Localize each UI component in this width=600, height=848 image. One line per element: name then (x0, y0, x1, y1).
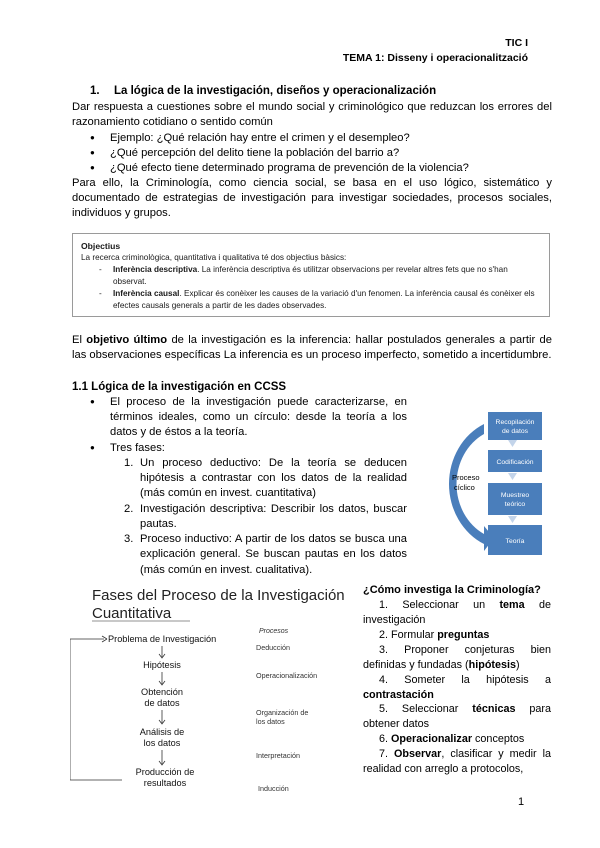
cyclic-process-diagram (440, 410, 560, 560)
fases-title-line2: Cuantitativa (92, 605, 172, 622)
objective-pre: El (72, 334, 87, 346)
section-1-title: La lógica de la investigación, diseños y operacionalización (114, 85, 437, 97)
cycle-label-line2: cíclico (454, 483, 475, 492)
section-1-number: 1. (90, 85, 100, 97)
step-pre: 2. Formular (379, 628, 438, 641)
fases-title-line1: Fases del Proceso de la Investigación (92, 587, 345, 604)
process-item: Operacionalización (256, 671, 318, 680)
process-item: los datos (256, 717, 285, 726)
step-post: conceptos (472, 733, 525, 746)
header-subject: TIC I (505, 37, 528, 49)
cycle-box-recopilacion (488, 412, 542, 440)
list-item (363, 747, 551, 777)
intro-paragraph: Dar respuesta a cuestiones sobre el mundo social y criminológico que reduzcan los errores del razonamiento cotidiano o sentido común (72, 101, 552, 129)
fases-step: Obtención (141, 687, 183, 697)
step-bold: hipótesis (468, 658, 517, 671)
step-bold: preguntas (437, 628, 490, 641)
cycle-down-arrow (508, 440, 517, 447)
phase-number: 3. (124, 533, 134, 546)
fases-step: resultados (143, 778, 187, 788)
fases-step: Problema de Investigación (108, 634, 217, 644)
cycle-box-text: Codificación (496, 459, 534, 466)
step-bold: tema (499, 599, 525, 612)
step-post: ) (516, 658, 520, 671)
objectius-term: Inferència causal (113, 289, 180, 299)
objectius-term: Inferència descriptiva (113, 265, 198, 275)
step-pre: 5. Seleccionar (379, 703, 473, 716)
bracket-arrow (102, 636, 107, 639)
step-pre: 1. Seleccionar un (379, 599, 500, 612)
phase-number: 2. (124, 502, 134, 515)
process-item: Interpretación (256, 751, 300, 760)
cycle-box-muestreo (488, 483, 542, 515)
cycle-box-text: teórico (504, 501, 526, 508)
quantitative-phases-figure (70, 585, 350, 800)
cycle-box-text: Recopilación (495, 419, 535, 426)
objectius-text: . Explicar és conèixer les causes de la variació d'un fenomen. La inferència causal és conèixer els efectes causals generals a partir de les dades observades. (113, 289, 535, 311)
step-bold: contrastación (363, 688, 434, 701)
criminology-paragraph: Para ello, la Criminología, como ciencia social, se basa en el uso lógico, sistemático y documentado de estrategias de investigación para investigar sociedades, procesos sociales, individuos y grupos. (72, 177, 552, 220)
list-item (363, 732, 551, 747)
list-item (363, 702, 551, 732)
objectius-item-descriptive (81, 264, 541, 288)
phase-item (72, 456, 407, 502)
process-item: Inducción (258, 784, 289, 793)
cycle-box-text: Teoría (505, 538, 525, 545)
cycle-down-arrow (508, 516, 517, 523)
step-bold: Operacionalizar (391, 733, 473, 746)
fases-step: los datos (143, 738, 181, 748)
objectius-intro: La recerca criminològica, quantitativa i qualitativa té dos objectius bàsics: (81, 253, 347, 263)
fases-step: Producción de (135, 767, 195, 777)
objectius-title: Objectius (81, 241, 121, 251)
list-item: ● ¿Qué efecto tiene determinado programa de prevención de la violencia? (72, 161, 552, 176)
bracket-arrow (102, 639, 107, 642)
step-pre: 3. Proponer conjeturas bien definidas y fundadas ( (363, 643, 551, 671)
cycle-box-text: Muestreo (500, 492, 530, 499)
step-bold: técnicas (472, 703, 516, 716)
objectius-dash: - (99, 265, 102, 275)
processes-header: Procesos (259, 628, 289, 635)
objectius-dash: - (99, 289, 102, 299)
phase-item (72, 502, 407, 532)
example-question-list (72, 131, 552, 177)
fases-step: Hipótesis (143, 660, 181, 670)
phase-text: Un proceso deductivo: De la teoría se deducen hipótesis a contrastar con los datos de la realidad (más común en invest. cuantitativa) (140, 456, 407, 500)
list-item (363, 598, 551, 628)
list-item (363, 673, 551, 703)
step-pre: 7. (379, 748, 394, 761)
objective-bold: objetivo último (86, 334, 168, 346)
objectius-text: . La inferència descriptiva és utilitzar observacions per revelar altres fets que no s'han observat. (113, 265, 508, 287)
cycle-box-text: de datos (501, 428, 529, 435)
cycle-down-arrow (508, 473, 517, 480)
step-pre: 6. (379, 733, 392, 746)
objective-paragraph (72, 333, 552, 363)
header-topic: TEMA 1: Disseny i operacionalització (342, 52, 528, 64)
process-item: Deducción (256, 643, 290, 652)
section-1-1-content (72, 395, 407, 578)
objective-post: de la investigación es la inferencia: hallar postulados generales a partir de las observaciones específicas La inferencia es un proceso imperfecto, sometido a incertidumbre. (72, 334, 552, 362)
section-1-heading (90, 84, 436, 100)
fases-step: de datos (144, 698, 180, 708)
step-post: para obtener datos (363, 703, 552, 731)
como-investiga-title: ¿Cómo investiga la Criminología? (363, 584, 541, 596)
list-item (363, 628, 551, 643)
list-item: ● ¿Qué percepción del delito tiene la población del barrio a? (72, 146, 552, 161)
phase-number: 1. (124, 456, 134, 469)
step-post: de investigación (363, 599, 551, 627)
list-item (363, 643, 551, 673)
page-number: 1 (518, 796, 525, 808)
fases-step: Análisis de (139, 727, 185, 737)
objectius-box (72, 233, 550, 317)
phase-text: Proceso inductivo: A partir de los datos se busca una explicación general. Se buscan pautas en los datos (más común en invest. cualitativa). (140, 533, 407, 576)
como-investiga-section (363, 583, 551, 777)
list-item: ● Ejemplo: ¿Qué relación hay entre el crimen y el desempleo? (72, 131, 552, 146)
step-post: , clasificar y medir la realidad con arreglo a protocolos, (363, 748, 551, 775)
phase-text: Investigación descriptiva: Describir los datos, buscar pautas. (140, 502, 407, 530)
step-bold: Observar (393, 748, 442, 761)
objectius-item-causal (81, 288, 541, 312)
section-1-1-title: 1.1 Lógica de la investigación en CCSS (72, 381, 287, 393)
step-pre: 4. Someter la hipótesis a (379, 673, 551, 686)
list-item: ● El proceso de la investigación puede caracterizarse, en términos ideales, como un círculo: desde la teoría a los datos y de éstos a la teoría. (72, 395, 407, 441)
cycle-label-line1: Proceso (452, 473, 480, 482)
phase-item (72, 532, 407, 578)
process-item: Organización de (256, 708, 309, 717)
list-item: ● Tres fases: (72, 441, 407, 456)
